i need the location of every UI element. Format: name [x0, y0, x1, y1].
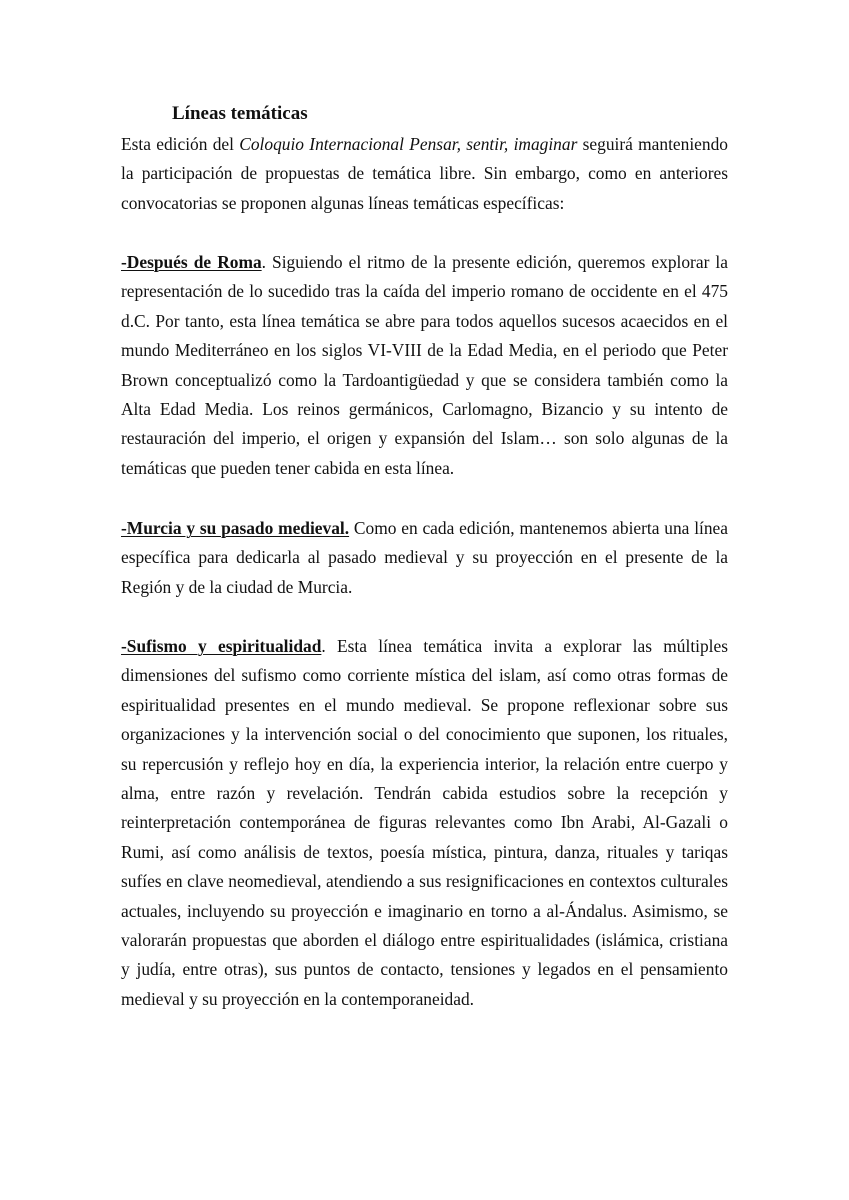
- theme-text-despues-de-roma: . Siguiendo el ritmo de la presente edición, queremos explorar la representación de lo sucedido tras la caída del imperio romano de occidente en el 475 d.C. Por tanto, esta línea temática se abre para todos aquellos sucesos acaecidos en el mundo Mediterráneo en los siglos VI-VIII de la Edad Media, en el periodo que Peter Brown conceptualizó como la Tardoantigüedad y que se considera también como la Alta Edad Media. Los reinos germánicos, Carlomagno, Bizancio y su intento de restauración del imperio, el origen y expansión del Islam… son solo algunas de la temáticas que pueden tener cabida en esta línea.: [121, 252, 728, 478]
- theme-text-murcia: Como en cada edición, mantenemos abierta una línea específica para dedicarla al pasado medieval y su proyección en el presente de la Región y de la ciudad de Murcia.: [121, 518, 728, 597]
- section-title: Líneas temáticas: [172, 103, 308, 124]
- theme-paragraph-murcia: [121, 514, 728, 602]
- theme-heading-sufismo: -Sufismo y espiritualidad: [121, 636, 322, 656]
- theme-heading-murcia: -Murcia y su pasado medieval.: [121, 518, 350, 538]
- intro-text-start: Esta edición del: [121, 134, 240, 154]
- theme-paragraph-sufismo: [121, 632, 728, 1014]
- theme-text-sufismo: . Esta línea temática invita a explorar las múltiples dimensiones del sufismo como corriente mística del islam, así como otras formas de espiritualidad presentes en el mundo medieval. Se propone reflexionar sobre sus organizaciones y la intervención social o del conocimiento que suponen, los rituales, su repercusión y reflejo hoy en día, la experiencia interior, la relación entre cuerpo y alma, entre razón y revelación. Tendrán cabida estudios sobre la recepción y reinterpretación contemporánea de figuras relevantes como Ibn Arabi, Al-Gazali o Rumi, así como análisis de textos, poesía mística, pintura, danza, rituales y tariqas sufíes en clave neomedieval, atendiendo a sus resignificaciones en contextos culturales actuales, incluyendo su proyección e imaginario en torno a al-Ándalus. Asimismo, se valorarán propuestas que aborden el diálogo entre espiritualidades (islámica, cristiana y judía, entre otras), sus puntos de contacto, tensiones y legados en el pensamiento medieval y su proyección en la contemporaneidad.: [121, 636, 729, 1009]
- conference-name: Coloquio Internacional Pensar, sentir, imaginar: [239, 134, 578, 154]
- theme-heading-despues-de-roma: -Después de Roma: [121, 252, 262, 272]
- intro-paragraph: [121, 130, 728, 218]
- intro-text-end: seguirá manteniendo la participación de propuestas de temática libre. Sin embargo, como en anteriores convocatorias se proponen algunas líneas temáticas específicas:: [121, 134, 728, 213]
- theme-paragraph-despues-de-roma: [121, 248, 728, 483]
